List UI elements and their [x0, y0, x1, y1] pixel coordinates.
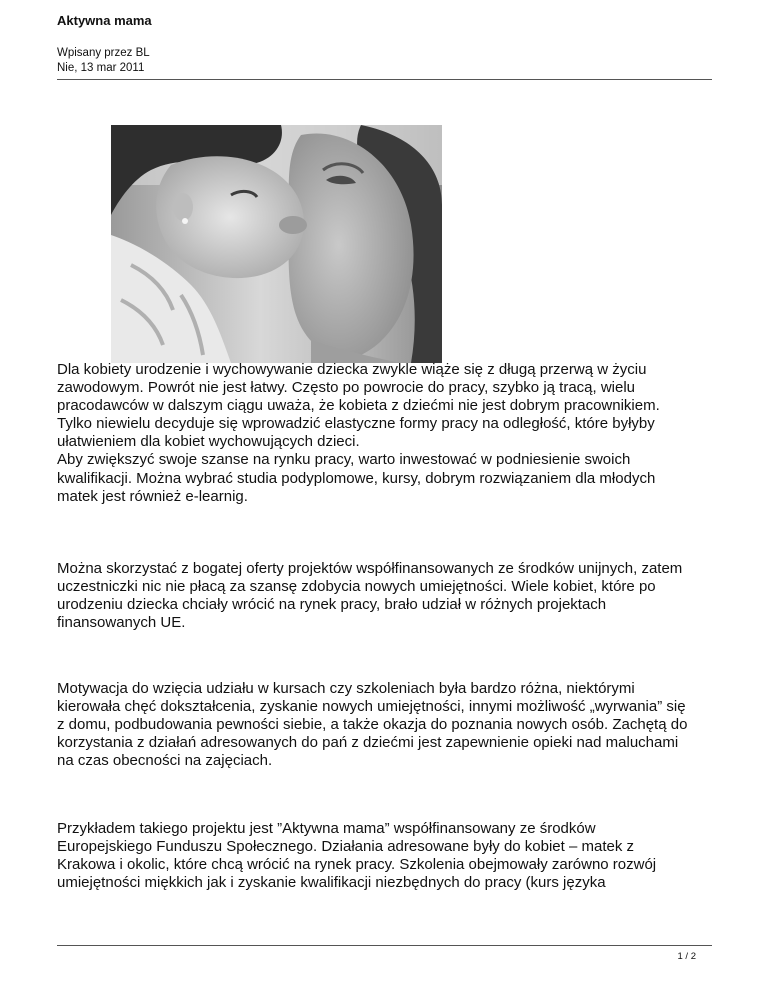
paragraph-line: Przykładem takiego projektu jest ”Aktywna mama” współfinansowany ze środków	[57, 820, 596, 837]
paragraph-line: korzystania z działań adresowanych do pań z dziećmi jest zapewnienie opieki nad maluchami	[57, 734, 679, 752]
paragraph-line: Motywacja do wzięcia udziału w kursach czy szkoleniach była bardzo różna, niektórymi	[57, 680, 635, 697]
paragraph-line: matek jest również e-learnig.	[57, 487, 248, 505]
paragraph-line: Europejskiego Funduszu Społecznego. Działania adresowane były do kobiet – matek z	[57, 838, 635, 856]
paragraph-line: Można skorzystać z bogatej oferty projektów współfinansowanych ze środków unijnych, zatem	[57, 560, 683, 577]
page-number: 1 / 2	[677, 951, 696, 962]
paragraph-line: umiejętności miękkich jak i zyskanie kwalifikacji niezbędnych do pracy (kurs języka	[57, 874, 606, 892]
article-title: Aktywna mama	[57, 13, 152, 28]
paragraph-line: kwalifikacji. Można wybrać studia podyplomowe, kursy, dobrym rozwiązaniem dla młodych	[57, 469, 656, 487]
paragraph-2	[57, 560, 717, 632]
paragraph-1	[57, 361, 717, 506]
paragraph-line: pracodawców w dalszym ciągu uważa, że kobieta z dziećmi nie jest dobrym pracownikiem.	[57, 397, 660, 415]
paragraph-line: uczestniczki nic nie płacą za szansę zdobycia nowych umiejętności. Wiele kobiet, które po	[57, 578, 656, 596]
article-photo	[111, 125, 442, 363]
publish-date: Nie, 13 mar 2011	[57, 62, 145, 74]
paragraph-line: zawodowym. Powrót nie jest łatwy. Często po powrocie do pracy, szybko ją tracą, wielu	[57, 379, 636, 397]
paragraph-line: Tylko niewielu decyduje się wprowadzić elastyczne formy pracy na odległość, które byłyby	[57, 415, 655, 433]
paragraph-line: Aby zwiększyć swoje szanse na rynku pracy, warto inwestować w podniesienie swoich	[57, 451, 631, 469]
paragraph-4	[57, 820, 717, 892]
paragraph-line: kierowała chęć dokształcenia, zyskanie nowych umiejętności, innymi możliwość „wyrwania” się	[57, 698, 686, 716]
paragraph-line: na czas obecności na zajęciach.	[57, 752, 273, 770]
photo-illustration	[111, 125, 442, 363]
paragraph-line: ułatwieniem dla kobiet wychowujących dzieci.	[57, 433, 360, 451]
paragraph-line: urodzeniu dziecka chciały wrócić na rynek pracy, brało udział w różnych projektach	[57, 596, 607, 614]
header-divider	[57, 79, 712, 80]
paragraph-line: Dla kobiety urodzenie i wychowywanie dziecka zwykle wiąże się z długą przerwą w życiu	[57, 361, 647, 378]
author-line: Wpisany przez BL	[57, 47, 150, 59]
footer-divider	[57, 945, 712, 946]
paragraph-line: z domu, podbudowania pewności siebie, a także okazja do poznania nowych osób. Zachętą do	[57, 716, 688, 734]
paragraph-line: Krakowa i okolic, które chcą wrócić na rynek pracy. Szkolenia obejmowały zarówno rozwój	[57, 856, 657, 874]
paragraph-line: finansowanych UE.	[57, 614, 186, 632]
paragraph-3	[57, 680, 717, 770]
